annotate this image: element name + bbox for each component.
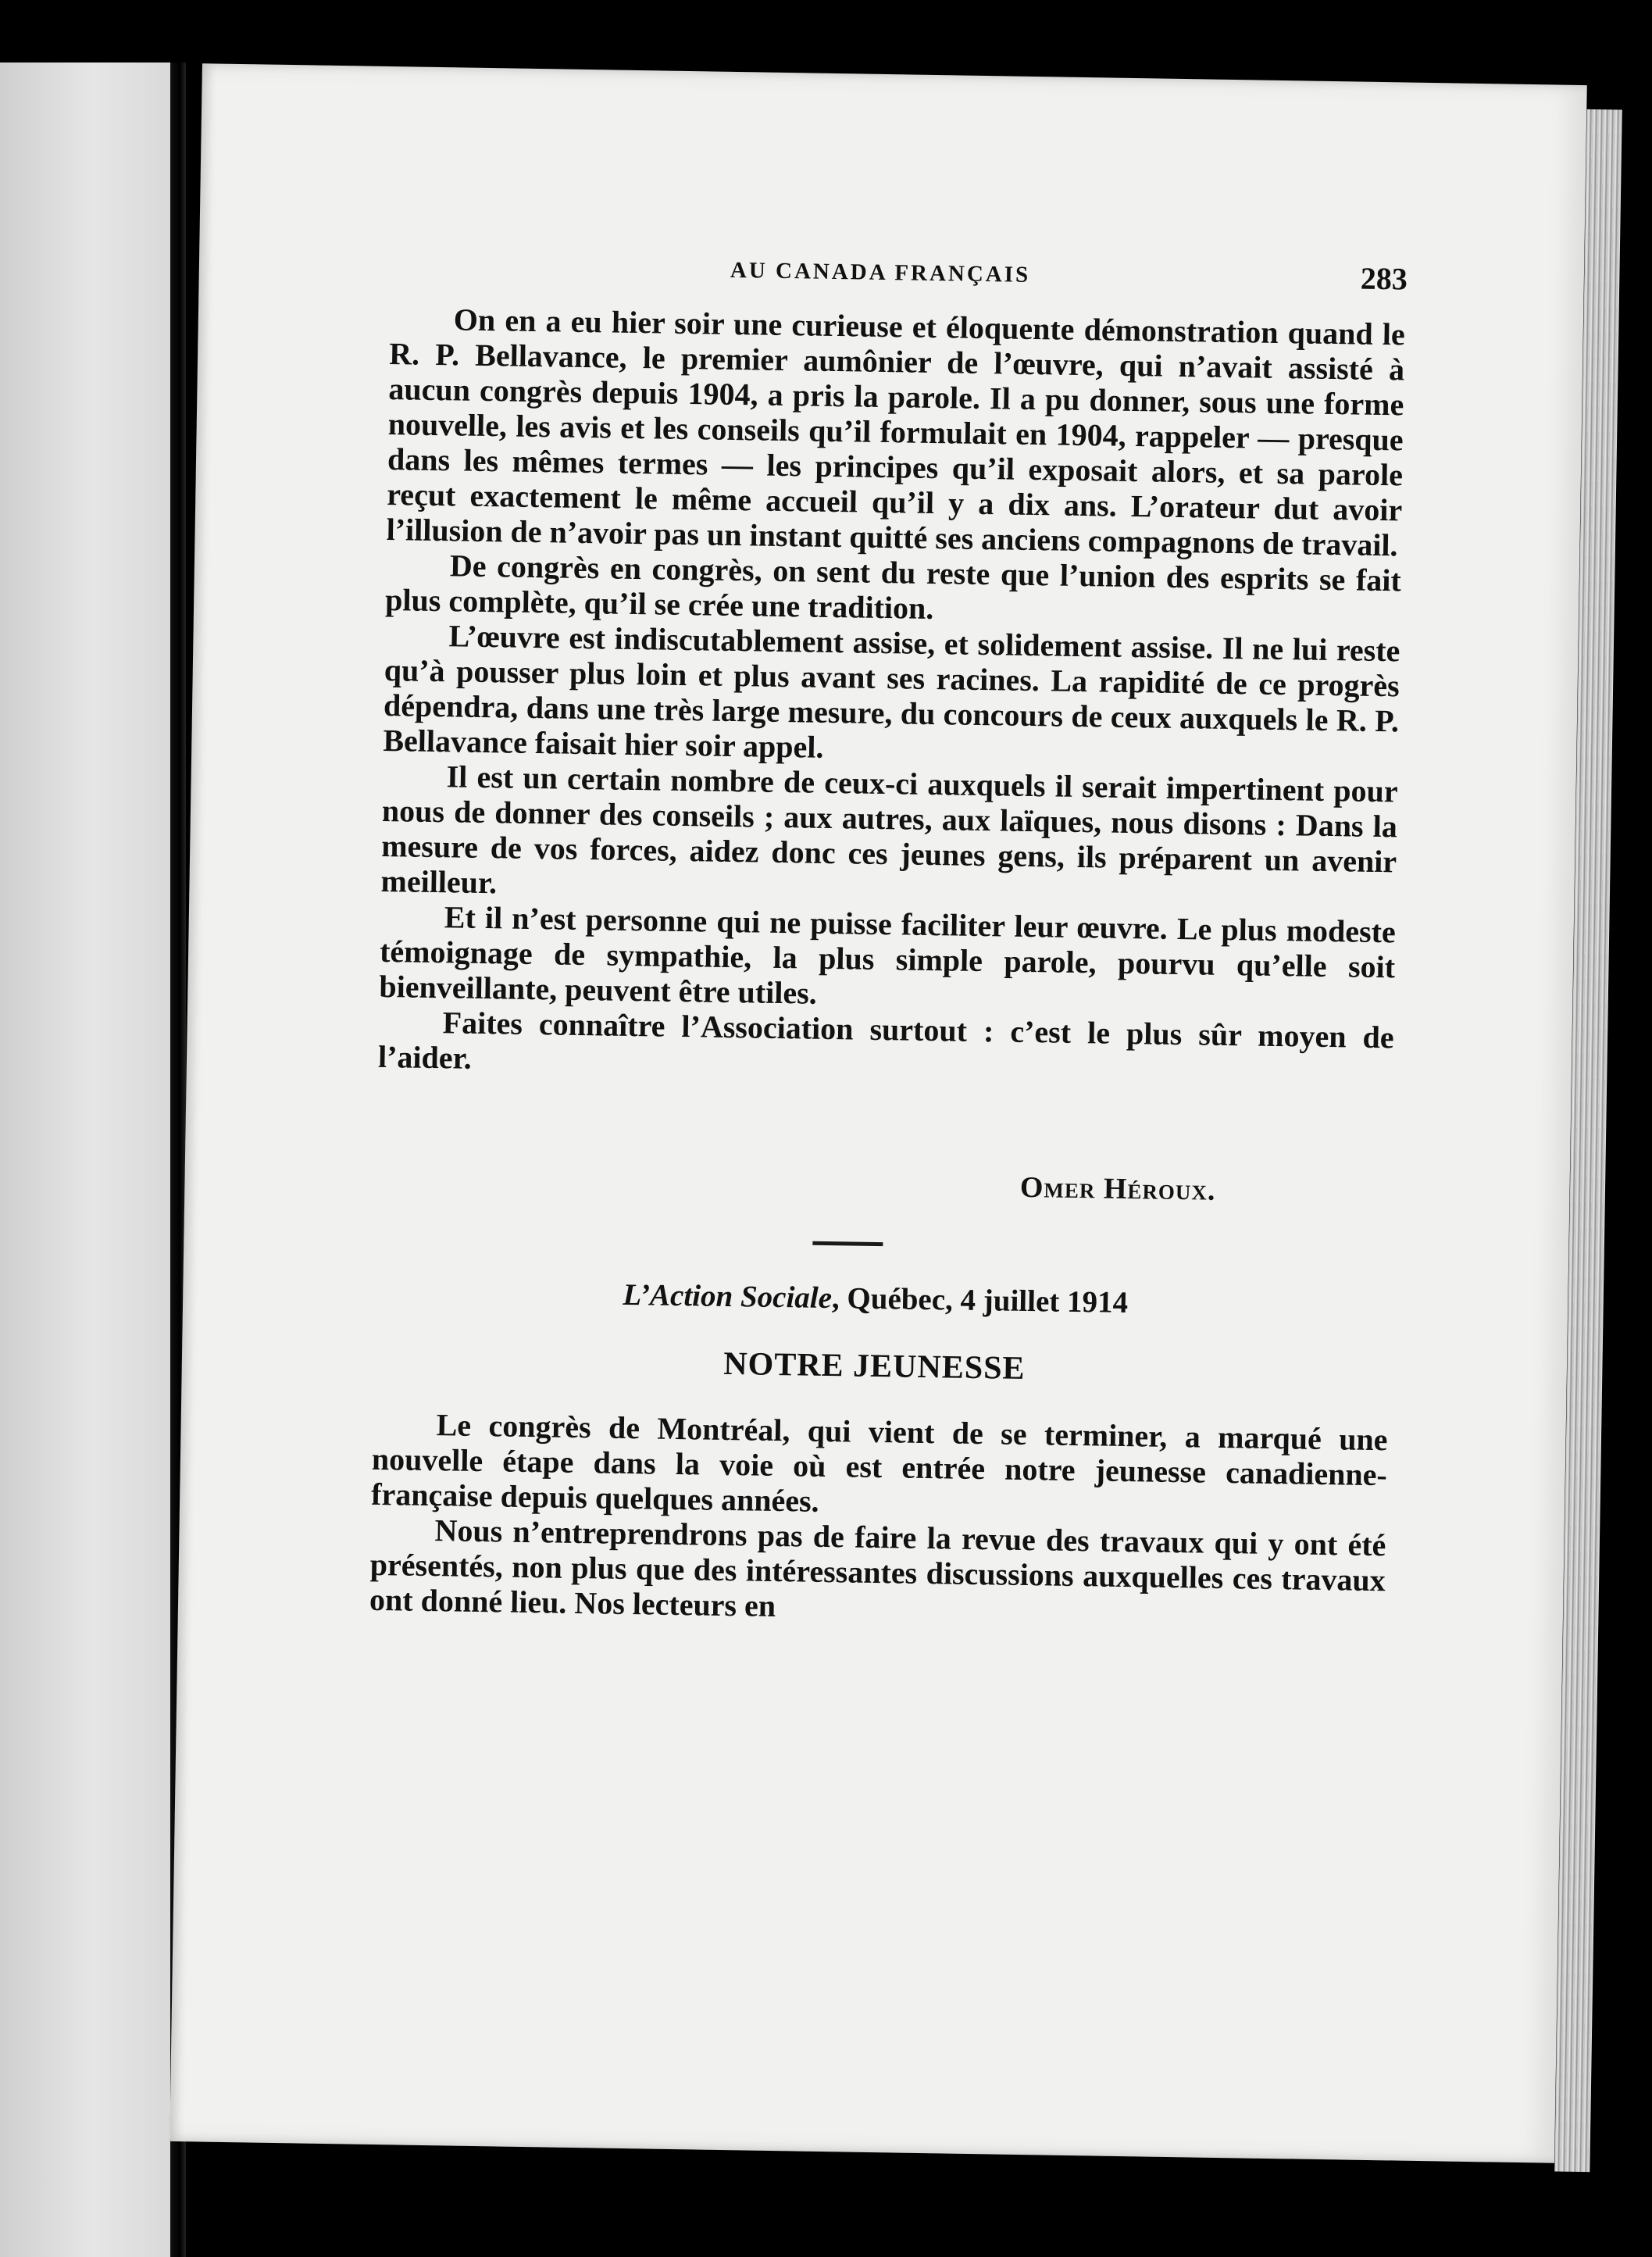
source-date: , Québec, 4 juillet 1914 <box>831 1281 1129 1320</box>
second-article-body <box>369 1406 1388 1633</box>
article-body <box>378 301 1405 1090</box>
left-page-edge <box>0 62 170 2257</box>
paragraph: L’œuvre est indiscutablement assise, et solidement assise. Il ne lui reste qu’à pousser plus loin et plus avant ses racines. La rapidité de ce progrès dépendra, dans une très large mesure, du concours de ceux auxquels le R. P. Bellavance faisait hier soir appel. <box>383 618 1400 765</box>
paragraph: Et il n’est personne qui ne puisse faciliter leur œuvre. Le plus modeste témoignage de sympathie, la plus simple parole, pourvu qu’elle soit bienveillante, peuvent être utiles. <box>379 899 1397 1011</box>
article-title: NOTRE JEUNESSE <box>723 1345 1026 1387</box>
section-divider <box>812 1241 883 1246</box>
paragraph: Faites connaître l’Association surtout : c’est le plus sûr moyen de l’aider. <box>377 1005 1394 1076</box>
author-signature: Omer Héroux. <box>1019 1170 1216 1207</box>
paragraph: On en a eu hier soir une curieuse et éloquente démonstration quand le R. P. Bellavance, le premier aumônier de l’œuvre, qui n’avait assisté à aucun congrès depuis 1904, a pris la parole. Il a pu donner, sous une forme nouvelle, les avis et les conseils qu’il formulait en 1904, rappeler — presque dans les mêmes termes — les principes qu’il exposait alors, et sa parole reçut exactement le même accueil qu’il y a dix ans. L’orateur dut avoir l’illusion de n’avoir pas un instant quitté ses anciens compagnons de travail. <box>386 302 1406 563</box>
paragraph: Il est un certain nombre de ceux-ci auxquels il serait impertinent pour nous de donner des conseils ; aux autres, aux laïques, nous disons : Dans la mesure de vos forces, aidez donc ces jeunes gens, ils préparent un avenir meilleur. <box>380 759 1398 901</box>
page-number: 283 <box>1360 260 1408 297</box>
paragraph: Le congrès de Montréal, qui vient de se terminer, a marqué une nouvelle étape dans la voie où est entrée notre jeunesse canadienne-française depuis quelques années. <box>370 1407 1388 1519</box>
newspaper-name: L’Action Sociale <box>623 1277 833 1316</box>
paragraph: Nous n’entreprendrons pas de faire la revue des travaux qui y ont été présentés, non plus que des intéressantes discussions auxquelles ces travaux ont donné lieu. Nos lecteurs en <box>369 1512 1386 1624</box>
paragraph: De congrès en congrès, on sent du reste que l’union des esprits se fait plus complète, qu’il se crée une tradition. <box>384 548 1402 627</box>
source-citation <box>183 1270 1568 1327</box>
book-page <box>169 63 1587 2163</box>
running-title: AU CANADA FRANÇAIS <box>730 257 1031 287</box>
